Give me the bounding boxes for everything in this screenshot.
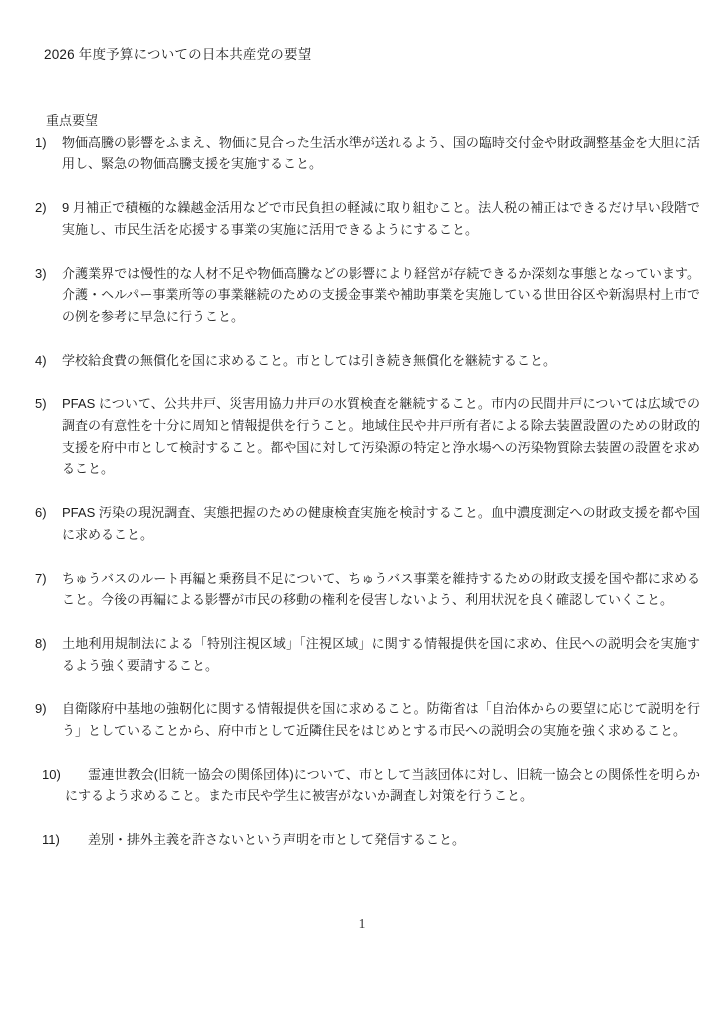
item-number: 4) bbox=[35, 352, 47, 368]
item-text: 物価高騰の影響をふまえ、物価に見合った生活水準が送れるよう、国の臨時交付金や財政調整基金を大胆に活用し、緊急の物価高騰支援を実施すること。 bbox=[62, 134, 700, 172]
requirement-item-11 bbox=[35, 829, 700, 851]
item-text: PFAS について、公共井戸、災害用協力井戸の水質検査を継続すること。市内の民間井戸については広域での調査の有意性を十分に周知と情報提供を行うこと。地域住民や井戸所有者による除去装置設置のための財政的支援を府中市として検討すること。都や国に対して汚染源の特定と浄水場への汚染物質除去装置の設置を求めること。 bbox=[62, 396, 700, 477]
item-text: 差別・排外主義を許さないという声明を市として発信すること。 bbox=[88, 832, 466, 848]
item-number: 11) bbox=[42, 832, 60, 848]
requirement-item-6 bbox=[35, 502, 700, 545]
requirement-item-3 bbox=[35, 263, 700, 328]
document-title: 2026 年度予算についての日本共産党の要望 bbox=[44, 47, 312, 62]
page-number: 1 bbox=[358, 916, 366, 931]
requirement-item-2 bbox=[35, 197, 700, 240]
item-number: 2) bbox=[35, 200, 47, 216]
item-number: 5) bbox=[35, 396, 47, 412]
requirement-item-7 bbox=[35, 568, 700, 611]
item-number: 9) bbox=[35, 701, 47, 717]
item-number: 1) bbox=[35, 134, 47, 150]
section-heading: 重点要望 bbox=[46, 113, 99, 128]
item-text: 土地利用規制法による「特別注視区域」「注視区域」に関する情報提供を国に求め、住民への説明会を実施するよう強く要請すること。 bbox=[62, 635, 700, 673]
requirement-item-9 bbox=[35, 698, 700, 741]
requirement-item-10 bbox=[35, 764, 700, 807]
item-number: 7) bbox=[35, 570, 47, 586]
requirement-item-5 bbox=[35, 393, 700, 480]
item-text: 9 月補正で積極的な繰越金活用などで市民負担の軽減に取り組むこと。法人税の補正はできるだけ早い段階で実施し、市民生活を応援する事業の実施に活用できるようにすること。 bbox=[62, 200, 700, 237]
item-text: PFAS 汚染の現況調査、実態把握のための健康検査実施を検討すること。血中濃度測定への財政支援を都や国に求めること。 bbox=[62, 505, 700, 542]
item-text: 霊連世教会(旧統一協会の関係団体)について、市として当該団体に対し、旧統一協会との関係性を明らかにするよう求めること。また市民や学生に被害がないか調査し対策を行うこと。 bbox=[65, 766, 700, 804]
requirement-item-1 bbox=[35, 132, 700, 175]
requirement-list bbox=[35, 132, 700, 851]
item-text: 学校給食費の無償化を国に求めること。市としては引き続き無償化を継続すること。 bbox=[62, 352, 557, 368]
item-text: ちゅうバスのルート再編と乗務員不足について、ちゅうバス事業を維持するための財政支援を国や都に求めること。今後の再編による影響が市民の移動の権利を侵害しないよう、利用状況を良く確認していくこと。 bbox=[62, 570, 700, 608]
item-text: 自衛隊府中基地の強靭化に関する情報提供を国に求めること。防衛省は「自治体からの要望に応じて説明を行う」としていることから、府中市として近隣住民をはじめとする市民への説明会の実施を強く求めること。 bbox=[62, 701, 700, 739]
item-number: 8) bbox=[35, 635, 47, 651]
item-number: 10) bbox=[42, 766, 61, 782]
item-number: 6) bbox=[35, 505, 47, 521]
item-number: 3) bbox=[35, 265, 47, 281]
item-text: 介護業界では慢性的な人材不足や物価高騰などの影響により経営が存続できるか深刻な事態となっています。介護・ヘルパー事業所等の事業継続のための支援金事業や補助事業を実施している世田谷区や新潟県村上市での例を参考に早急に行うこと。 bbox=[62, 265, 700, 324]
requirement-item-8 bbox=[35, 633, 700, 676]
requirement-item-4 bbox=[35, 350, 700, 372]
